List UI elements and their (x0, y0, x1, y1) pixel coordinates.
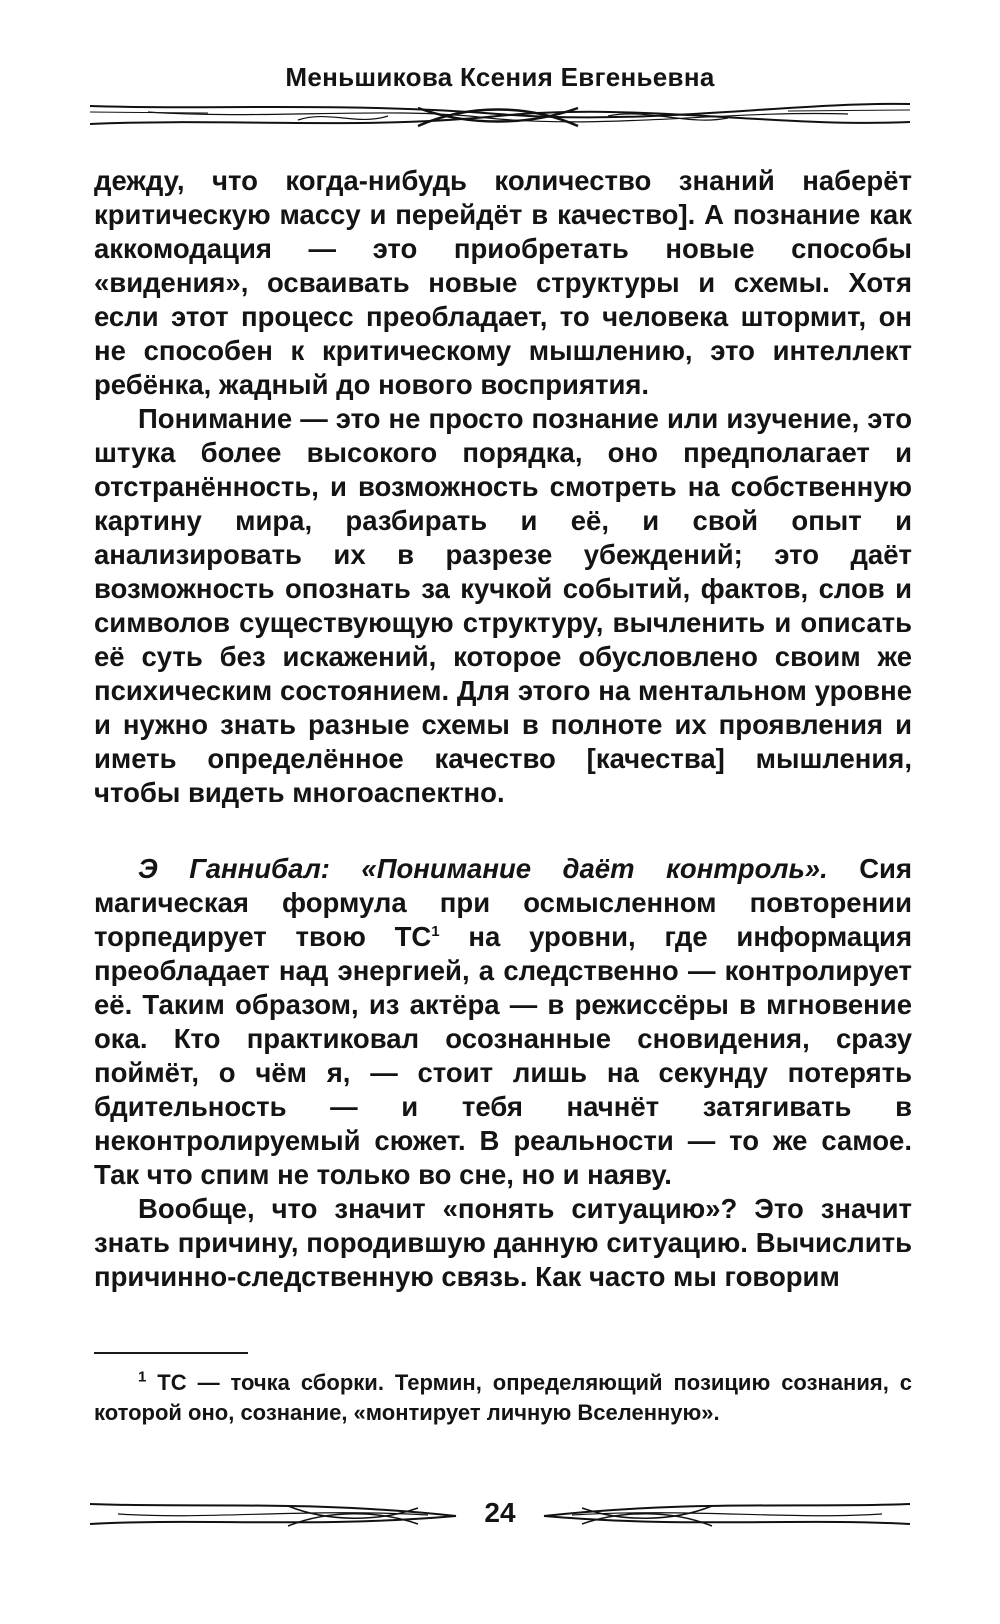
footnote-text: ТС — точка сборки. Термин, определяющий позицию сознания, с которой оно, сознание, «монтирует личную Вселенную». (94, 1370, 912, 1425)
footnote (94, 1368, 912, 1428)
paragraph-4: Вообще, что значит «понять ситуацию»? Это значит знать причину, породившую данную ситуацию. Вычислить причинно-следственную связь. Как часто мы говорим (94, 1193, 912, 1292)
paragraph-2: Понимание — это не просто познание или изучение, это штука более высокого порядка, оно предполагает и отстранённость, и возможность смотреть на собственную картину мира, разбирать и её, и свой опыт и анализировать их в разрезе убеждений; это даёт возможность опознать за кучкой событий, фактов, слов и символов существующую структуру, вычленить и описать её суть без искажений, которое обусловлено своим же психическим состоянием. Для этого на ментальном уровне и нужно знать разные схемы в полноте их проявления и иметь определённое качество [качества] мышления, чтобы видеть многоаспектно. (94, 403, 912, 808)
paragraph-3-text-a: Сия магическая формула при осмысленном повторении торпедирует твою ТС (94, 853, 913, 952)
main-text (94, 164, 912, 1294)
aside-title: Ганнибал: «Понимание даёт контроль». (189, 853, 828, 884)
header-ornament (88, 96, 912, 136)
footnote-divider (94, 1352, 248, 1354)
footnote-marker: 1 (138, 1368, 147, 1386)
paragraph-1: дежду, что когда-нибудь количество знаний наберёт критическую массу и перейдёт в качество]. А познание как аккомодация — это приобретать новые способы «видения», осваивать новые структуры и схемы. Хотя если этот процесс преобладает, то человека штормит, он не способен к критическому мышлению, это интеллект ребёнка, жадный до нового восприятия. (94, 165, 912, 400)
paragraph-3-text-b: на уровни, где информация преобладает над энергией, а следственно — контролирует её. Таким образом, из актёра — в режиссёры в мгновение ока. Кто практиковал осознанные сновидения, сразу поймёт, о чём я, — стоит лишь на секунду потерять бдительность — и тебя начнёт затягивать в неконтролируемый сюжет. В реальности — то же самое. Так что спим не только во сне, но и наяву. (94, 921, 912, 1190)
aside-marker-icon: Э (138, 853, 158, 884)
running-header-author: Меньшикова Ксения Евгеньевна (285, 62, 715, 92)
footer-ornament-right (540, 1494, 912, 1534)
footnote-reference: 1 (431, 922, 440, 940)
paragraph-3 (94, 852, 912, 1192)
page-number: 24 (484, 1497, 516, 1528)
